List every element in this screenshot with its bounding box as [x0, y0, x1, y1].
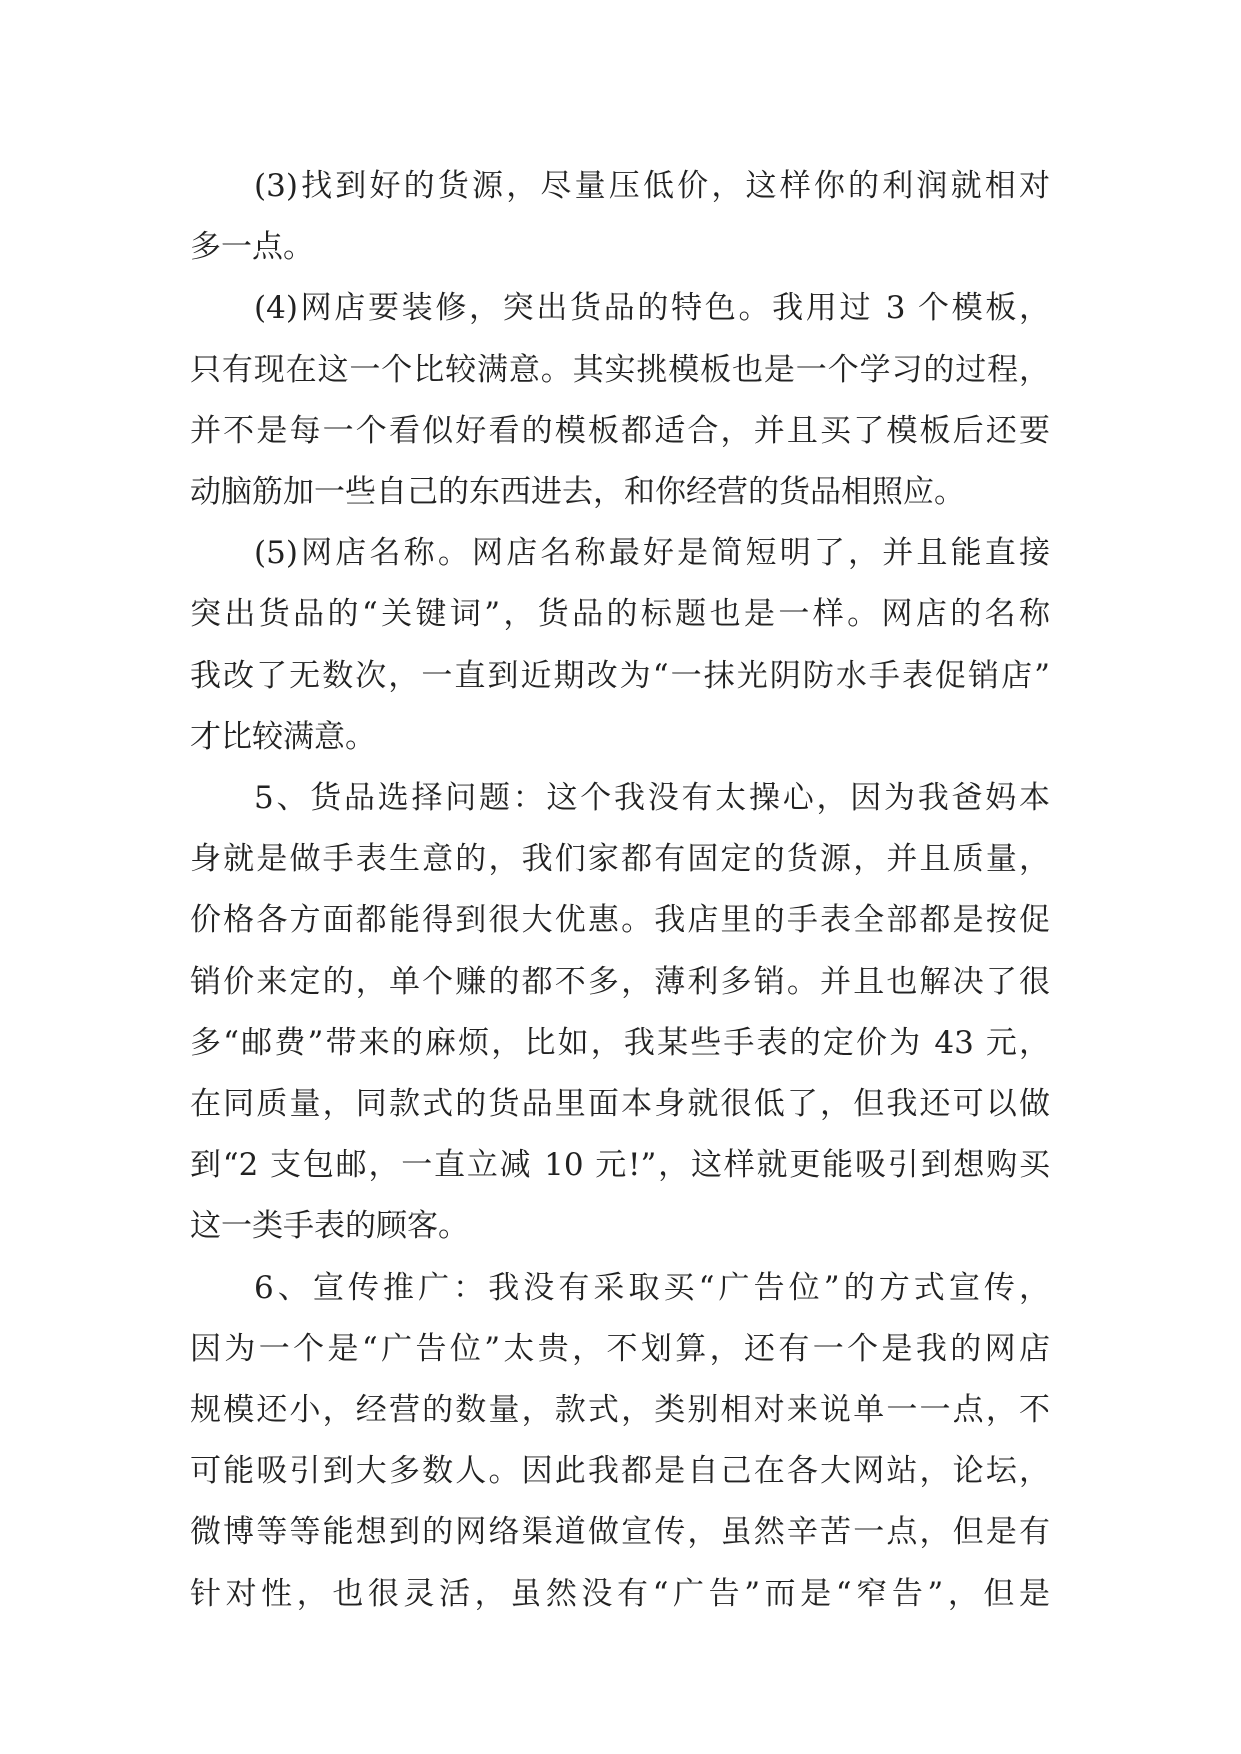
- text-line: (5)网店名称。网店名称最好是简短明了，并且能直接: [254, 535, 1050, 572]
- text-line: 销价来定的，单个赚的都不多，薄利多销。并且也解决了很: [190, 963, 1050, 1000]
- document-body: [190, 156, 1050, 1625]
- text-line: 价格各方面都能得到很大优惠。我店里的手表全部都是按促: [190, 902, 1050, 939]
- paragraph-item-4: [190, 278, 1050, 523]
- text-line: (3)找到好的货源，尽量压低价，这样你的利润就相对: [254, 168, 1050, 204]
- text-line: (4)网店要装修，突出货品的特色。我用过 3 个模板，: [254, 290, 1050, 327]
- paragraph-item-5: [190, 523, 1050, 768]
- text-line: 微博等等能想到的网络渠道做宣传，虽然辛苦一点，但是有: [190, 1514, 1050, 1551]
- text-line: 突出货品的“关键词”，货品的标题也是一样。网店的名称: [190, 596, 1050, 633]
- text-line: 多一点。: [190, 229, 314, 266]
- text-line: 在同质量，同款式的货品里面本身就很低了，但我还可以做: [190, 1086, 1050, 1123]
- text-line: 到“2 支包邮，一直立减 10 元!”，这样就更能吸引到想购买: [190, 1147, 1050, 1184]
- text-line: 针对性，也很灵活，虽然没有“广告”而是“窄告”，但是: [190, 1575, 1050, 1612]
- text-line: 5、货品选择问题：这个我没有太操心，因为我爸妈本: [254, 780, 1050, 817]
- paragraph-item-3: [190, 156, 1050, 278]
- text-line: 6、宣传推广：我没有采取买“广告位”的方式宣传，: [254, 1269, 1050, 1306]
- text-line: 并不是每一个看似好看的模板都适合，并且买了模板后还要: [190, 412, 1050, 449]
- text-line: 只有现在这一个比较满意。其实挑模板也是一个学习的过程，: [190, 351, 1050, 388]
- paragraph-product-selection: [190, 768, 1050, 1258]
- text-line: 这一类手表的顾客。: [190, 1208, 469, 1245]
- text-line: 可能吸引到大多数人。因此我都是自己在各大网站，论坛，: [190, 1453, 1050, 1490]
- text-line: 因为一个是“广告位”太贵，不划算，还有一个是我的网店: [190, 1330, 1050, 1367]
- text-line: 才比较满意。: [190, 718, 376, 755]
- text-line: 动脑筋加一些自己的东西进去，和你经营的货品相照应。: [190, 474, 965, 511]
- text-line: 我改了无数次，一直到近期改为“一抹光阴防水手表促销店”: [190, 657, 1050, 694]
- text-line: 规模还小，经营的数量，款式，类别相对来说单一一点，不: [190, 1392, 1050, 1429]
- text-line: 身就是做手表生意的，我们家都有固定的货源，并且质量，: [190, 841, 1050, 878]
- text-line: 多“邮费”带来的麻烦，比如，我某些手表的定价为 43 元，: [190, 1024, 1050, 1061]
- paragraph-promotion: [190, 1258, 1050, 1625]
